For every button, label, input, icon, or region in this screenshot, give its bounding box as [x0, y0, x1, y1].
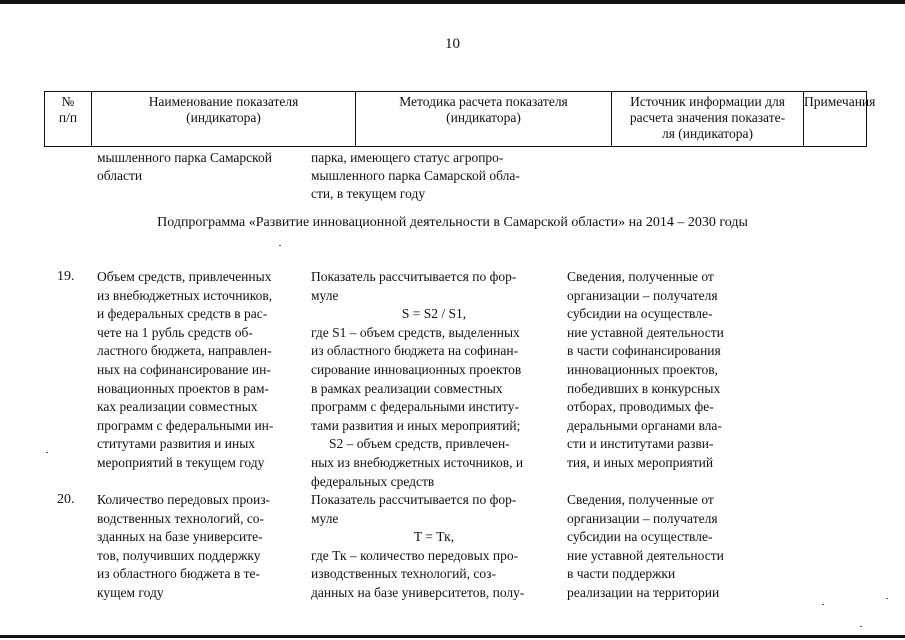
row-20-name — [97, 491, 303, 603]
header-notes: Примечания — [803, 92, 868, 146]
text-line: ках реализации совместных — [97, 399, 258, 415]
text-line: ние уставной деятельности — [567, 547, 724, 563]
text-line: ных из внебюджетных источников, и — [311, 454, 524, 470]
text-line: муле — [311, 510, 339, 526]
text-line: сирование инновационных проектов — [311, 361, 522, 377]
text-line: в части софинансирования — [567, 343, 721, 359]
text-line: субсидии на осуществле- — [567, 529, 713, 545]
text-line: в рамках реализации совместных — [311, 380, 503, 396]
text-line: в части поддержки — [567, 566, 676, 582]
top-border-rule — [0, 0, 905, 4]
text-line: водственных технологий, со- — [97, 510, 265, 526]
text-line: программ с федеральными ин- — [97, 417, 274, 433]
text-line: чете на 1 рубль средств об- — [97, 324, 253, 340]
text-line: изводственных технологий, соз- — [311, 566, 496, 582]
text-line: тия, и иных мероприятий — [567, 454, 714, 470]
row-20-source — [567, 491, 753, 603]
continuation-method — [311, 149, 520, 203]
text-line: мероприятий в текущем году — [97, 454, 265, 470]
text-line: из областного бюджета в те- — [97, 566, 260, 582]
row-20-method — [311, 491, 557, 603]
text-line: субсидии на осуществле- — [567, 306, 713, 322]
text-line: Сведения, полученные от — [567, 492, 714, 507]
text-line: тов, получивших поддержку — [97, 547, 261, 563]
row-19-method — [311, 268, 557, 491]
text-line: мышленного парка Самарской — [97, 150, 272, 165]
row-number: 19. — [57, 269, 75, 284]
header-name: Наименование показателя (индикатора) — [91, 92, 355, 146]
continuation-name — [97, 149, 272, 185]
scan-speck — [822, 604, 824, 605]
text-line: инновационных проектов, — [567, 361, 718, 377]
text-line: победивших в конкурсных — [567, 380, 721, 396]
text-line: парка, имеющего статус агропро- — [311, 150, 504, 165]
header-source: Источник информации для расчета значения показате- ля (индикатора) — [611, 92, 803, 146]
text-line: ных на софинансирование ин- — [97, 361, 271, 377]
text-line: новационных проектов в рам- — [97, 380, 270, 396]
row-number: 20. — [57, 492, 75, 507]
text-line: Сведения, полученные от — [567, 269, 714, 284]
text-line: ститутами развития и иных — [97, 436, 256, 452]
scan-speck — [46, 452, 48, 453]
text-line: организации – получателя — [567, 287, 718, 303]
text-line: где Тк – количество передовых про- — [311, 547, 519, 563]
header-method: Методика расчета показателя (индикатора) — [355, 92, 611, 146]
text-line: сти и институтами разви- — [567, 436, 714, 452]
text-line: области — [97, 168, 143, 183]
text-line: из областного бюджета на софинан- — [311, 343, 519, 359]
text-line: зданных на базе университе- — [97, 529, 263, 545]
scan-speck — [886, 598, 888, 599]
text-line: где S1 – объем средств, выделенных — [311, 324, 520, 340]
table-header — [44, 91, 876, 147]
header-num: № п/п — [58, 94, 78, 125]
text-line: организации – получателя — [567, 510, 718, 526]
subprogram-title: Подпрограмма «Развитие инновационной деятельности в Самарской области» на 2014 – 2030 годы — [157, 215, 748, 230]
text-line: отборах, проводимых фе- — [567, 399, 714, 415]
formula: S = S2 / S1, — [401, 306, 467, 322]
text-line: программ с федеральными институ- — [311, 399, 519, 415]
text-line: Показатель рассчитывается по фор- — [311, 492, 517, 507]
text-line: и федеральных средств в рас- — [97, 306, 268, 322]
row-19-name — [97, 268, 303, 473]
text-line: данных на базе университетов, полу- — [311, 584, 525, 600]
bottom-border-rule — [0, 635, 905, 638]
formula: T = Тк, — [413, 529, 455, 545]
scan-speck — [860, 626, 862, 627]
text-line: федеральных средств — [311, 473, 435, 489]
text-line: деральными органами вла- — [567, 417, 722, 433]
text-line: Количество передовых произ- — [97, 492, 271, 507]
text-line: кущем году — [97, 584, 164, 600]
text-line: S2 – объем средств, привлечен- — [329, 436, 510, 452]
row-19-source — [567, 268, 753, 473]
text-line: мышленного парка Самарской обла- — [311, 168, 520, 183]
text-line: реализации на территории — [567, 584, 720, 600]
page-number: 10 — [445, 36, 460, 52]
text-line: из внебюджетных источников, — [97, 287, 273, 303]
text-line: ластного бюджета, направлен- — [97, 343, 272, 359]
text-line: Показатель рассчитывается по фор- — [311, 269, 517, 284]
text-line: сти, в текущем году — [311, 186, 426, 201]
text-line: тами развития и иных мероприятий; — [311, 417, 521, 433]
text-line: муле — [311, 287, 339, 303]
text-line: Объем средств, привлеченных — [97, 269, 272, 284]
scan-speck — [279, 245, 281, 246]
text-line: ние уставной деятельности — [567, 324, 724, 340]
